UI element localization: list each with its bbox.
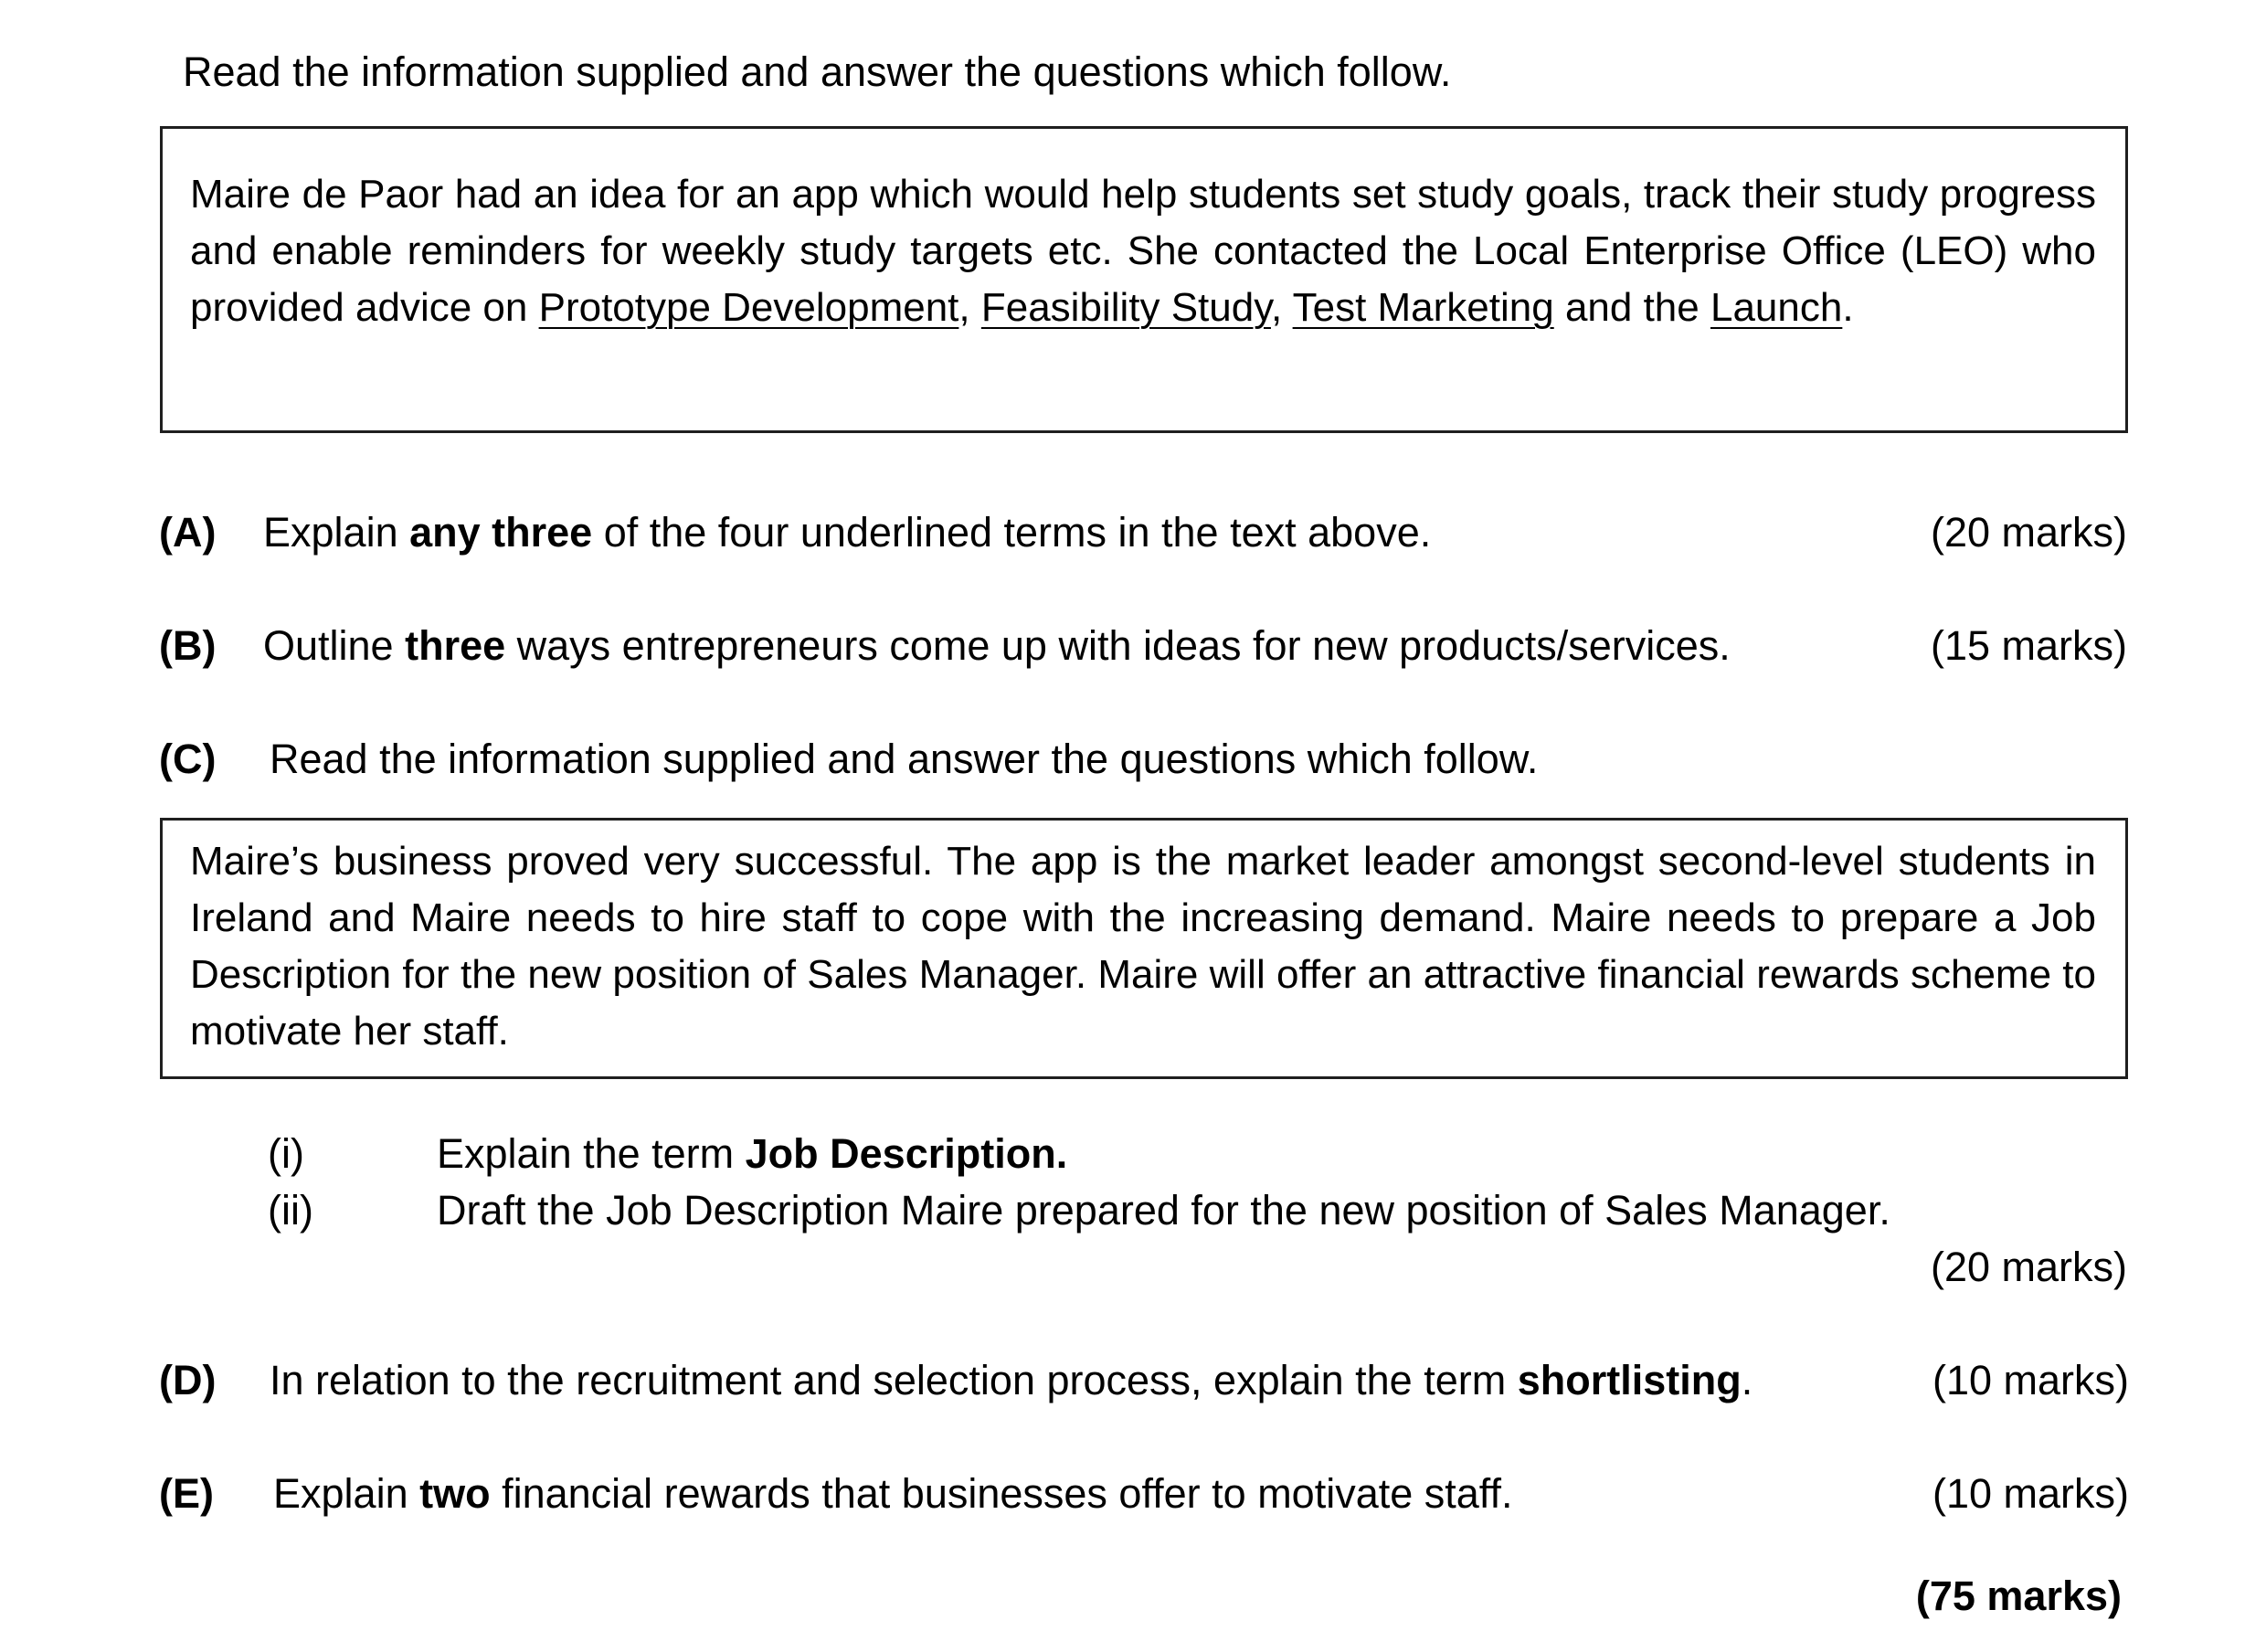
question-e-emphasis: two: [419, 1470, 491, 1517]
question-e-label: (E): [159, 1470, 214, 1517]
question-d-label: (D): [159, 1357, 217, 1403]
question-d-text: [270, 1357, 1753, 1403]
case-study-text-2: [190, 833, 2096, 1060]
question-c-text: Read the information supplied and answer the questions which follow.: [270, 736, 1539, 782]
question-d-text-post: .: [1741, 1357, 1753, 1403]
case-study-text-intro: Maire de Paor had an idea for an app which would help students set study goals, track their study progress and enable reminders for weekly study targets etc. She contacted the Local Enterprise Office (LEO) who provided advice on: [190, 172, 2096, 330]
conjunction: and the: [1553, 285, 1710, 330]
question-a-text-pre: Explain: [263, 509, 410, 556]
case-study-text-2-body: Maire’s business proved very successful. The app is the market leader amongst second-level students in Ireland and Maire needs to hire staff to cope with the increasing demand. Maire needs to prepare a Job Description for the new position of Sales Manager. Maire will offer an attractive financial rewards scheme to motivate her staff.: [190, 839, 2096, 1054]
question-a-label: (A): [159, 509, 217, 556]
question-c-ii-text: Draft the Job Description Maire prepared for the new position of Sales Manager.: [437, 1187, 1890, 1234]
question-d-marks: (10 marks): [1932, 1357, 2129, 1403]
separator: ,: [1270, 285, 1293, 330]
question-c-ii-label: (ii): [268, 1187, 313, 1234]
question-d: [159, 1357, 217, 1403]
question-b-emphasis: three: [405, 622, 506, 669]
separator: ,: [958, 285, 981, 330]
question-a-text-post: of the four underlined terms in the text above.: [592, 509, 1432, 556]
question-a-emphasis: any three: [409, 509, 593, 556]
total-marks: (75 marks): [1915, 1573, 2122, 1619]
question-e-text-pre: Explain: [273, 1470, 420, 1517]
question-b-text-post: ways entrepreneurs come up with ideas for new products/services.: [505, 622, 1731, 669]
question-d-emphasis: shortlisting: [1517, 1357, 1742, 1403]
question-e: [159, 1470, 214, 1517]
question-c-marks: (20 marks): [1930, 1244, 2127, 1290]
question-c-label: (C): [159, 736, 217, 782]
intro-instruction: Read the information supplied and answer the questions which follow.: [183, 48, 1452, 95]
full-stop: .: [1842, 285, 1854, 330]
term-test-marketing: Test Marketing: [1292, 285, 1554, 330]
case-study-text-1: [190, 166, 2096, 336]
question-c-i-text-pre: Explain the term: [437, 1130, 746, 1177]
term-feasibility-study: Feasibility Study: [980, 285, 1271, 330]
question-b-label: (B): [159, 622, 217, 669]
term-prototype-development: Prototype Development: [538, 285, 959, 330]
question-d-text-pre: In relation to the recruitment and selection process, explain the term: [270, 1357, 1518, 1403]
question-a-marks: (20 marks): [1930, 509, 2127, 556]
term-launch: Launch: [1710, 285, 1843, 330]
question-e-text-post: financial rewards that businesses offer to motivate staff.: [490, 1470, 1513, 1517]
question-c-i-emphasis: Job Description.: [745, 1130, 1068, 1177]
question-b-marks: (15 marks): [1930, 622, 2127, 669]
question-c-i-text: [437, 1130, 1068, 1177]
question-e-text: [273, 1470, 1513, 1517]
question-b-text: [263, 622, 1731, 669]
question-c-i-label: (i): [268, 1130, 304, 1177]
question-e-marks: (10 marks): [1932, 1470, 2129, 1517]
question-a: [159, 509, 217, 556]
question-a-text: [263, 509, 1432, 556]
question-b: [159, 622, 217, 669]
question-c: [159, 736, 217, 782]
question-b-text-pre: Outline: [263, 622, 406, 669]
